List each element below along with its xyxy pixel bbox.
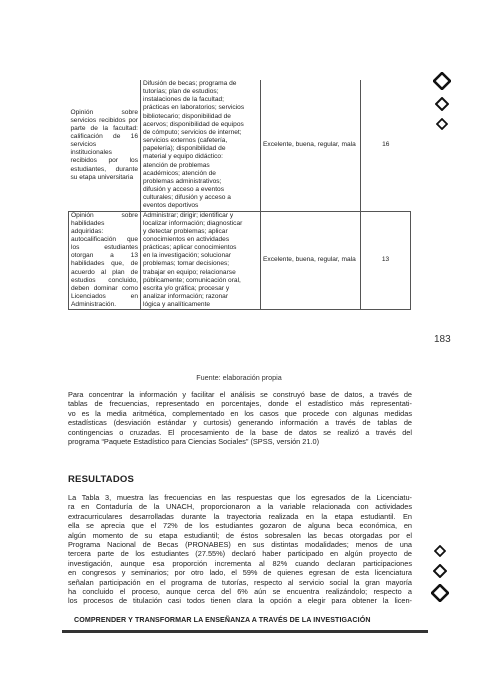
paragraph-line: estadísticas (desviación estándar y curtosis) generando información a través de tablas de: [68, 418, 412, 428]
paragraph-line: La Tabla 3, muestra las frecuencias en las respuestas que los egresados de la Licenciatu-: [68, 493, 412, 502]
diamond-ornament-icon: [436, 118, 448, 130]
paragraph-line: los procesos de titulación casi todos tienen clara la opción a elegir para obtener la licen-: [68, 596, 412, 606]
paragraph-line: contingencias o cruzadas. El procesamiento de la base de datos se realizó a través del: [68, 427, 412, 437]
options-line: difusión y acceso a eventos: [143, 186, 225, 194]
diamond-ornament-icon: [434, 545, 446, 557]
options-line: Difusión de becas; programa de: [143, 80, 237, 87]
diamond-ornament-icon: [435, 97, 449, 111]
options-line: instalaciones de la facultad;: [143, 96, 225, 104]
options-line: académicos; atención de: [143, 169, 216, 177]
paragraph-line: Programa Nacional de Becas (PRONABES) en sus distintas modalidades; menos de una: [68, 540, 412, 550]
table-cell-options: [141, 80, 261, 211]
diamond-ornament-icon: [433, 564, 447, 578]
paragraph-line: algún momento de su etapa estudiantil; de éstos sobresalen las becas otorgadas por el: [68, 530, 412, 540]
options-line: tutorías; plan de estudios;: [143, 88, 219, 96]
diamond-ornament-icon: [433, 72, 451, 90]
paragraph-line: Para concentrar la información y facilitar el análisis se construyó base de datos, a través de: [68, 390, 412, 399]
table-cell-descriptor: Opinión sobre servicios recibidos por parte de la facultad: calificación de 16 servicios institucionales recibidos por los estudiantes, durante su etapa universitaria: [70, 108, 138, 181]
paragraph-line: tablas de frecuencias, representado en porcentajes, donde el estadístico más representati-: [68, 399, 412, 409]
paragraph-line: programa “Paquete Estadístico para Ciencias Sociales” (SPSS, versión 21.0): [68, 437, 320, 447]
table-cell-scale: Excelente, buena, regular, mala: [261, 80, 361, 211]
options-line: servicios externos (cafetería,: [143, 137, 228, 145]
paragraph-line: ella se aprecia que el 72% de los estudiantes gozaron de alguna beca económica, en: [68, 521, 412, 531]
options-line: culturales; difusión y acceso a: [143, 194, 231, 202]
table-cell-options: [141, 211, 261, 310]
options-line: bibliotecario; disponibilidad de: [143, 112, 231, 120]
options-line: conocimientos en actividades: [143, 235, 230, 243]
table-cell-descriptor: Opinión sobre habilidades adquiridas: autocalificación que los estudiantes otorgan a 13 habilidades que, de acuerdo al plan de estudios concluido, deben dominar como Licenciados en Administración.: [69, 211, 141, 310]
running-footer: COMPRENDER Y TRANSFORMAR LA ENSEÑANZA A TRAVÉS DE LA INVESTIGACIÓN: [74, 616, 371, 624]
options-line: prácticas en laboratorios; servicios: [143, 104, 245, 112]
table-row: [69, 211, 411, 310]
paragraph-line: tercera parte de los estudiantes (27.55%) declaró haber participado en algún proyecto de: [68, 549, 412, 559]
paragraph-line: vo es la media aritmética, complementado en los casos que procede con algunas medidas: [68, 408, 412, 418]
options-line: problemas administrativos;: [143, 177, 222, 185]
options-line: Administrar; dirigir; identificar y: [143, 211, 234, 219]
methods-paragraph: [68, 390, 412, 446]
diamond-ornament-icon: [431, 584, 449, 602]
options-line: y detectar problemas; aplicar: [143, 227, 228, 235]
variables-table: [68, 80, 411, 310]
paragraph-line: extracurriculares desarrolladas durante la trayectoria realizada en la etapa estudiantil. En: [68, 511, 412, 521]
options-line: acervos; disponibilidad de equipos: [143, 120, 244, 128]
table-source-caption: Fuente: elaboración propia: [196, 373, 282, 382]
table-row: [69, 80, 411, 211]
footer-rule: [62, 630, 428, 633]
paragraph-line: investigación, aunque esa proporción incrementa al 82% cuando declaran participaciones: [68, 558, 412, 568]
options-line: eventos deportivos: [143, 202, 199, 210]
paragraph-line: ra en Contaduría de la UNACH, proporcionaron a la variable relacionada con actividades: [68, 502, 412, 512]
options-line: prácticas; aplicar conocimientos: [143, 244, 237, 252]
options-line: material y equipo didáctico:: [143, 153, 223, 161]
options-line: problemas; tomar decisiones;: [143, 260, 230, 268]
options-line: escrita y/o gráfica; procesar y: [143, 284, 230, 292]
table-cell-scale: Excelente, buena, regular, mala: [261, 211, 361, 310]
options-line: localizar información; diagnosticar: [143, 219, 243, 227]
page-number: 183: [434, 334, 451, 345]
paragraph-line: señalan participación en el programa de tutorías, respecto al servicio social la gran mayoría: [68, 577, 412, 587]
paragraph-line: ha concluido el proceso, aunque cerca del 6% aún se encuentra realizándolo; respecto a: [68, 587, 412, 597]
section-heading: RESULTADOS: [68, 474, 135, 485]
options-line: papelería); disponibilidad de: [143, 145, 226, 153]
options-line: trabajar en equipo; relacionarse: [143, 268, 236, 276]
options-line: de cómputo; servicios de internet;: [143, 128, 242, 136]
table-cell-count: 16: [382, 141, 390, 149]
results-paragraph: [68, 493, 412, 606]
options-line: públicamente; comunicación oral,: [143, 276, 241, 284]
paragraph-line: en congresos y seminarios; por otro lado, el 59% de quienes egresan de esta licenciatura: [68, 568, 412, 578]
options-line: lógica y analíticamente: [143, 301, 211, 309]
options-line: en la investigación; solucionar: [143, 252, 231, 260]
options-line: analizar información; razonar: [143, 293, 229, 301]
table-cell-count: 13: [361, 211, 411, 310]
options-line: atención de problemas: [143, 161, 210, 169]
